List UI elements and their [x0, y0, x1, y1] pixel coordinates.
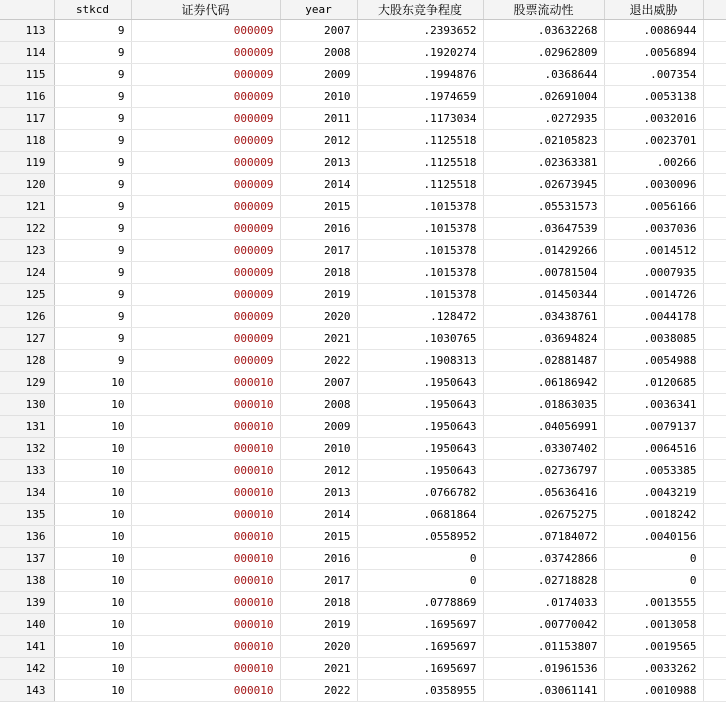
row-number-cell[interactable]: 135 [0, 504, 54, 526]
cell-security-code[interactable]: 000010 [131, 592, 280, 614]
table-body [0, 20, 726, 702]
cell-security-code[interactable]: 000009 [131, 174, 280, 196]
row-number-cell[interactable]: 139 [0, 592, 54, 614]
cell-shareholder-competition[interactable]: .1173034 [357, 108, 483, 130]
cell-year[interactable]: 2022 [280, 680, 357, 702]
row-number-cell[interactable]: 128 [0, 350, 54, 372]
row-number-cell[interactable]: 116 [0, 86, 54, 108]
cell-stkcd[interactable]: 9 [54, 350, 131, 372]
row-number-cell[interactable]: 133 [0, 460, 54, 482]
cell-shareholder-competition[interactable]: 0 [357, 570, 483, 592]
table-row[interactable] [0, 504, 726, 526]
row-filler [703, 86, 726, 108]
cell-stkcd[interactable]: 9 [54, 284, 131, 306]
column-header-year[interactable]: year [280, 0, 357, 20]
row-number-cell[interactable]: 124 [0, 262, 54, 284]
cell-year[interactable]: 2021 [280, 658, 357, 680]
cell-year[interactable]: 2020 [280, 306, 357, 328]
row-filler [703, 614, 726, 636]
cell-exit-threat[interactable]: .0054988 [604, 350, 703, 372]
table-row[interactable] [0, 328, 726, 350]
cell-exit-threat[interactable]: .0007935 [604, 262, 703, 284]
cell-exit-threat[interactable]: .0040156 [604, 526, 703, 548]
cell-year[interactable]: 2007 [280, 20, 357, 42]
cell-exit-threat[interactable]: 0 [604, 548, 703, 570]
cell-exit-threat[interactable]: .0018242 [604, 504, 703, 526]
cell-security-code[interactable]: 000010 [131, 416, 280, 438]
cell-shareholder-competition[interactable]: .1125518 [357, 174, 483, 196]
cell-shareholder-competition[interactable]: .1125518 [357, 152, 483, 174]
row-filler [703, 218, 726, 240]
column-header-security-code[interactable]: 证券代码 [131, 0, 280, 20]
cell-year[interactable]: 2009 [280, 416, 357, 438]
cell-security-code[interactable]: 000010 [131, 438, 280, 460]
row-filler [703, 152, 726, 174]
cell-stkcd[interactable]: 9 [54, 108, 131, 130]
cell-stkcd[interactable]: 10 [54, 570, 131, 592]
cell-security-code[interactable]: 000010 [131, 482, 280, 504]
cell-stock-liquidity[interactable]: .03742866 [483, 548, 604, 570]
cell-exit-threat[interactable]: .0033262 [604, 658, 703, 680]
cell-stkcd[interactable]: 10 [54, 438, 131, 460]
cell-year[interactable]: 2017 [280, 570, 357, 592]
cell-shareholder-competition[interactable]: .1950643 [357, 416, 483, 438]
row-number-cell[interactable]: 115 [0, 64, 54, 86]
table-row[interactable] [0, 284, 726, 306]
cell-exit-threat[interactable]: .0038085 [604, 328, 703, 350]
column-header-exit-threat[interactable]: 退出威胁 [604, 0, 703, 20]
cell-stock-liquidity[interactable]: .03647539 [483, 218, 604, 240]
cell-shareholder-competition[interactable]: .1920274 [357, 42, 483, 64]
cell-security-code[interactable]: 000009 [131, 284, 280, 306]
cell-stock-liquidity[interactable]: .03694824 [483, 328, 604, 350]
row-filler [703, 372, 726, 394]
cell-security-code[interactable]: 000010 [131, 570, 280, 592]
cell-stkcd[interactable]: 9 [54, 130, 131, 152]
table-row[interactable] [0, 218, 726, 240]
cell-exit-threat[interactable]: .0037036 [604, 218, 703, 240]
row-number-cell[interactable]: 113 [0, 20, 54, 42]
cell-security-code[interactable]: 000010 [131, 526, 280, 548]
cell-year[interactable]: 2020 [280, 636, 357, 658]
cell-security-code[interactable]: 000009 [131, 152, 280, 174]
cell-security-code[interactable]: 000009 [131, 130, 280, 152]
row-filler [703, 394, 726, 416]
cell-year[interactable]: 2011 [280, 108, 357, 130]
cell-stock-liquidity[interactable]: .02962809 [483, 42, 604, 64]
cell-shareholder-competition[interactable]: .1950643 [357, 460, 483, 482]
cell-stkcd[interactable]: 10 [54, 548, 131, 570]
row-filler [703, 416, 726, 438]
cell-stkcd[interactable]: 9 [54, 42, 131, 64]
table-row[interactable] [0, 86, 726, 108]
cell-security-code[interactable]: 000009 [131, 42, 280, 64]
row-number-cell[interactable]: 122 [0, 218, 54, 240]
cell-stock-liquidity[interactable]: .0174033 [483, 592, 604, 614]
cell-exit-threat[interactable]: .0044178 [604, 306, 703, 328]
cell-exit-threat[interactable]: .0023701 [604, 130, 703, 152]
cell-security-code[interactable]: 000009 [131, 328, 280, 350]
cell-exit-threat[interactable]: .0014726 [604, 284, 703, 306]
table-row[interactable] [0, 548, 726, 570]
cell-security-code[interactable]: 000009 [131, 108, 280, 130]
cell-exit-threat[interactable]: .0014512 [604, 240, 703, 262]
table-row[interactable] [0, 130, 726, 152]
cell-year[interactable]: 2007 [280, 372, 357, 394]
row-filler [703, 592, 726, 614]
column-header-stkcd[interactable]: stkcd [54, 0, 131, 20]
header-row [0, 0, 726, 20]
column-header-stock-liquidity[interactable]: 股票流动性 [483, 0, 604, 20]
row-number-cell[interactable]: 114 [0, 42, 54, 64]
table-row[interactable] [0, 306, 726, 328]
cell-security-code[interactable]: 000009 [131, 262, 280, 284]
row-filler [703, 240, 726, 262]
cell-exit-threat[interactable]: .0010988 [604, 680, 703, 702]
cell-year[interactable]: 2018 [280, 592, 357, 614]
cell-exit-threat[interactable]: .0064516 [604, 438, 703, 460]
cell-shareholder-competition[interactable]: .1015378 [357, 262, 483, 284]
row-filler [703, 658, 726, 680]
cell-stkcd[interactable]: 10 [54, 482, 131, 504]
cell-stkcd[interactable]: 10 [54, 658, 131, 680]
cell-year[interactable]: 2014 [280, 174, 357, 196]
cell-shareholder-competition[interactable]: .0358955 [357, 680, 483, 702]
cell-year[interactable]: 2017 [280, 240, 357, 262]
cell-shareholder-competition[interactable]: .1695697 [357, 636, 483, 658]
row-number-cell[interactable]: 130 [0, 394, 54, 416]
row-number-cell[interactable]: 118 [0, 130, 54, 152]
cell-security-code[interactable]: 000010 [131, 658, 280, 680]
cell-security-code[interactable]: 000010 [131, 636, 280, 658]
cell-stkcd[interactable]: 9 [54, 196, 131, 218]
row-filler [703, 130, 726, 152]
cell-shareholder-competition[interactable]: .1950643 [357, 438, 483, 460]
header-filler [703, 0, 726, 20]
row-filler [703, 548, 726, 570]
cell-security-code[interactable]: 000009 [131, 196, 280, 218]
cell-stock-liquidity[interactable]: .03438761 [483, 306, 604, 328]
cell-shareholder-competition[interactable]: .1015378 [357, 284, 483, 306]
cell-security-code[interactable]: 000010 [131, 548, 280, 570]
cell-stkcd[interactable]: 10 [54, 592, 131, 614]
cell-security-code[interactable]: 000010 [131, 394, 280, 416]
cell-year[interactable]: 2014 [280, 504, 357, 526]
table-row[interactable] [0, 460, 726, 482]
cell-stock-liquidity[interactable]: .00770042 [483, 614, 604, 636]
cell-stkcd[interactable]: 10 [54, 460, 131, 482]
cell-shareholder-competition[interactable]: .0558952 [357, 526, 483, 548]
cell-stock-liquidity[interactable]: .02691004 [483, 86, 604, 108]
cell-exit-threat[interactable]: .0086944 [604, 20, 703, 42]
row-filler [703, 262, 726, 284]
row-number-cell[interactable]: 129 [0, 372, 54, 394]
cell-stkcd[interactable]: 9 [54, 174, 131, 196]
row-filler [703, 504, 726, 526]
cell-shareholder-competition[interactable]: .1950643 [357, 394, 483, 416]
cell-stkcd[interactable]: 10 [54, 416, 131, 438]
cell-shareholder-competition[interactable]: .1695697 [357, 658, 483, 680]
cell-exit-threat[interactable]: .00266 [604, 152, 703, 174]
row-number-cell[interactable]: 142 [0, 658, 54, 680]
cell-stock-liquidity[interactable]: .02105823 [483, 130, 604, 152]
cell-year[interactable]: 2010 [280, 438, 357, 460]
cell-shareholder-competition[interactable]: .1030765 [357, 328, 483, 350]
cell-security-code[interactable]: 000010 [131, 680, 280, 702]
cell-stock-liquidity[interactable]: .01961536 [483, 658, 604, 680]
row-number-cell[interactable]: 117 [0, 108, 54, 130]
table-row[interactable] [0, 350, 726, 372]
cell-exit-threat[interactable]: .0043219 [604, 482, 703, 504]
cell-stock-liquidity[interactable]: .02881487 [483, 350, 604, 372]
row-number-cell[interactable]: 126 [0, 306, 54, 328]
table-row[interactable] [0, 570, 726, 592]
row-filler [703, 680, 726, 702]
cell-exit-threat[interactable]: .0013058 [604, 614, 703, 636]
cell-stock-liquidity[interactable]: .02675275 [483, 504, 604, 526]
cell-stock-liquidity[interactable]: .02363381 [483, 152, 604, 174]
cell-year[interactable]: 2013 [280, 482, 357, 504]
cell-exit-threat[interactable]: .0032016 [604, 108, 703, 130]
cell-shareholder-competition[interactable]: .1994876 [357, 64, 483, 86]
cell-stkcd[interactable]: 9 [54, 218, 131, 240]
cell-exit-threat[interactable]: 0 [604, 570, 703, 592]
cell-stkcd[interactable]: 10 [54, 636, 131, 658]
cell-year[interactable]: 2008 [280, 394, 357, 416]
table-row[interactable] [0, 108, 726, 130]
cell-security-code[interactable]: 000009 [131, 218, 280, 240]
cell-security-code[interactable]: 000009 [131, 20, 280, 42]
cell-stkcd[interactable]: 9 [54, 240, 131, 262]
row-filler [703, 526, 726, 548]
cell-stkcd[interactable]: 10 [54, 680, 131, 702]
row-number-cell[interactable]: 120 [0, 174, 54, 196]
table-row[interactable] [0, 42, 726, 64]
cell-year[interactable]: 2009 [280, 64, 357, 86]
row-filler [703, 284, 726, 306]
row-filler [703, 42, 726, 64]
row-filler [703, 570, 726, 592]
row-filler [703, 306, 726, 328]
cell-exit-threat[interactable]: .0079137 [604, 416, 703, 438]
table-row[interactable] [0, 416, 726, 438]
cell-stock-liquidity[interactable]: .03061141 [483, 680, 604, 702]
table-row[interactable] [0, 636, 726, 658]
cell-stock-liquidity[interactable]: .00781504 [483, 262, 604, 284]
row-number-cell[interactable]: 136 [0, 526, 54, 548]
cell-year[interactable]: 2015 [280, 526, 357, 548]
cell-year[interactable]: 2012 [280, 130, 357, 152]
row-filler [703, 174, 726, 196]
cell-shareholder-competition[interactable]: .1908313 [357, 350, 483, 372]
row-filler [703, 108, 726, 130]
table-row[interactable] [0, 152, 726, 174]
table-row[interactable] [0, 174, 726, 196]
cell-stock-liquidity[interactable]: .0272935 [483, 108, 604, 130]
row-number-cell[interactable]: 123 [0, 240, 54, 262]
cell-security-code[interactable]: 000009 [131, 64, 280, 86]
cell-stkcd[interactable]: 9 [54, 306, 131, 328]
table-row[interactable] [0, 526, 726, 548]
table-row[interactable] [0, 20, 726, 42]
cell-security-code[interactable]: 000010 [131, 614, 280, 636]
cell-shareholder-competition[interactable]: .0766782 [357, 482, 483, 504]
table-row[interactable] [0, 64, 726, 86]
cell-stock-liquidity[interactable]: .02718828 [483, 570, 604, 592]
cell-exit-threat[interactable]: .0056166 [604, 196, 703, 218]
cell-year[interactable]: 2010 [280, 86, 357, 108]
cell-year[interactable]: 2021 [280, 328, 357, 350]
cell-shareholder-competition[interactable]: 0 [357, 548, 483, 570]
row-number-cell[interactable]: 132 [0, 438, 54, 460]
column-header-shareholder-competition[interactable]: 大股东竞争程度 [357, 0, 483, 20]
cell-stkcd[interactable]: 10 [54, 526, 131, 548]
cell-shareholder-competition[interactable]: .1695697 [357, 614, 483, 636]
cell-exit-threat[interactable]: .007354 [604, 64, 703, 86]
row-number-cell[interactable]: 138 [0, 570, 54, 592]
cell-stock-liquidity[interactable]: .01863035 [483, 394, 604, 416]
cell-shareholder-competition[interactable]: .1974659 [357, 86, 483, 108]
cell-shareholder-competition[interactable]: .1015378 [357, 240, 483, 262]
cell-shareholder-competition[interactable]: .2393652 [357, 20, 483, 42]
cell-security-code[interactable]: 000009 [131, 86, 280, 108]
cell-stkcd[interactable]: 10 [54, 372, 131, 394]
cell-security-code[interactable]: 000009 [131, 350, 280, 372]
row-number-cell[interactable]: 141 [0, 636, 54, 658]
cell-exit-threat[interactable]: .0019565 [604, 636, 703, 658]
cell-stock-liquidity[interactable]: .01153807 [483, 636, 604, 658]
table-row[interactable] [0, 592, 726, 614]
cell-year[interactable]: 2016 [280, 548, 357, 570]
table-row[interactable] [0, 394, 726, 416]
table-row[interactable] [0, 262, 726, 284]
cell-stkcd[interactable]: 10 [54, 394, 131, 416]
cell-exit-threat[interactable]: .0053138 [604, 86, 703, 108]
cell-stock-liquidity[interactable]: .03307402 [483, 438, 604, 460]
table-row[interactable] [0, 614, 726, 636]
cell-stkcd[interactable]: 10 [54, 614, 131, 636]
cell-year[interactable]: 2022 [280, 350, 357, 372]
row-filler [703, 20, 726, 42]
cell-stock-liquidity[interactable]: .04056991 [483, 416, 604, 438]
cell-shareholder-competition[interactable]: .0778869 [357, 592, 483, 614]
corner-cell[interactable] [0, 0, 54, 20]
cell-exit-threat[interactable]: .0013555 [604, 592, 703, 614]
cell-stock-liquidity[interactable]: .07184072 [483, 526, 604, 548]
cell-year[interactable]: 2008 [280, 42, 357, 64]
cell-stock-liquidity[interactable]: .01450344 [483, 284, 604, 306]
cell-stkcd[interactable]: 10 [54, 504, 131, 526]
cell-year[interactable]: 2013 [280, 152, 357, 174]
cell-stkcd[interactable]: 9 [54, 328, 131, 350]
cell-stock-liquidity[interactable]: .01429266 [483, 240, 604, 262]
row-number-cell[interactable]: 134 [0, 482, 54, 504]
cell-security-code[interactable]: 000009 [131, 306, 280, 328]
cell-exit-threat[interactable]: .0056894 [604, 42, 703, 64]
cell-stock-liquidity[interactable]: .02673945 [483, 174, 604, 196]
cell-stock-liquidity[interactable]: .05636416 [483, 482, 604, 504]
row-number-cell[interactable]: 121 [0, 196, 54, 218]
cell-stkcd[interactable]: 9 [54, 152, 131, 174]
table-row[interactable] [0, 372, 726, 394]
cell-stock-liquidity[interactable]: .03632268 [483, 20, 604, 42]
row-number-cell[interactable]: 125 [0, 284, 54, 306]
table-row[interactable] [0, 658, 726, 680]
cell-stkcd[interactable]: 9 [54, 86, 131, 108]
cell-year[interactable]: 2012 [280, 460, 357, 482]
cell-year[interactable]: 2016 [280, 218, 357, 240]
table-row[interactable] [0, 482, 726, 504]
row-filler [703, 328, 726, 350]
cell-shareholder-competition[interactable]: .128472 [357, 306, 483, 328]
cell-exit-threat[interactable]: .0120685 [604, 372, 703, 394]
cell-stkcd[interactable]: 9 [54, 64, 131, 86]
cell-security-code[interactable]: 000009 [131, 240, 280, 262]
table-row[interactable] [0, 680, 726, 702]
cell-shareholder-competition[interactable]: .1015378 [357, 218, 483, 240]
cell-exit-threat[interactable]: .0036341 [604, 394, 703, 416]
cell-stkcd[interactable]: 9 [54, 20, 131, 42]
cell-stock-liquidity[interactable]: .02736797 [483, 460, 604, 482]
cell-security-code[interactable]: 000010 [131, 372, 280, 394]
cell-shareholder-competition[interactable]: .1125518 [357, 130, 483, 152]
table-row[interactable] [0, 196, 726, 218]
cell-security-code[interactable]: 000010 [131, 504, 280, 526]
cell-shareholder-competition[interactable]: .1015378 [357, 196, 483, 218]
cell-exit-threat[interactable]: .0053385 [604, 460, 703, 482]
cell-stock-liquidity[interactable]: .05531573 [483, 196, 604, 218]
cell-year[interactable]: 2019 [280, 284, 357, 306]
cell-stkcd[interactable]: 9 [54, 262, 131, 284]
cell-stock-liquidity[interactable]: .06186942 [483, 372, 604, 394]
cell-security-code[interactable]: 000010 [131, 460, 280, 482]
row-number-cell[interactable]: 119 [0, 152, 54, 174]
row-filler [703, 64, 726, 86]
row-filler [703, 438, 726, 460]
table-row[interactable] [0, 240, 726, 262]
cell-year[interactable]: 2019 [280, 614, 357, 636]
cell-shareholder-competition[interactable]: .1950643 [357, 372, 483, 394]
row-filler [703, 196, 726, 218]
row-filler [703, 482, 726, 504]
cell-shareholder-competition[interactable]: .0681864 [357, 504, 483, 526]
row-number-cell[interactable]: 143 [0, 680, 54, 702]
row-number-cell[interactable]: 127 [0, 328, 54, 350]
cell-year[interactable]: 2018 [280, 262, 357, 284]
row-number-cell[interactable]: 140 [0, 614, 54, 636]
row-filler [703, 460, 726, 482]
cell-stock-liquidity[interactable]: .0368644 [483, 64, 604, 86]
row-filler [703, 636, 726, 658]
table-row[interactable] [0, 438, 726, 460]
row-number-cell[interactable]: 131 [0, 416, 54, 438]
cell-exit-threat[interactable]: .0030096 [604, 174, 703, 196]
row-number-cell[interactable]: 137 [0, 548, 54, 570]
row-filler [703, 350, 726, 372]
cell-year[interactable]: 2015 [280, 196, 357, 218]
